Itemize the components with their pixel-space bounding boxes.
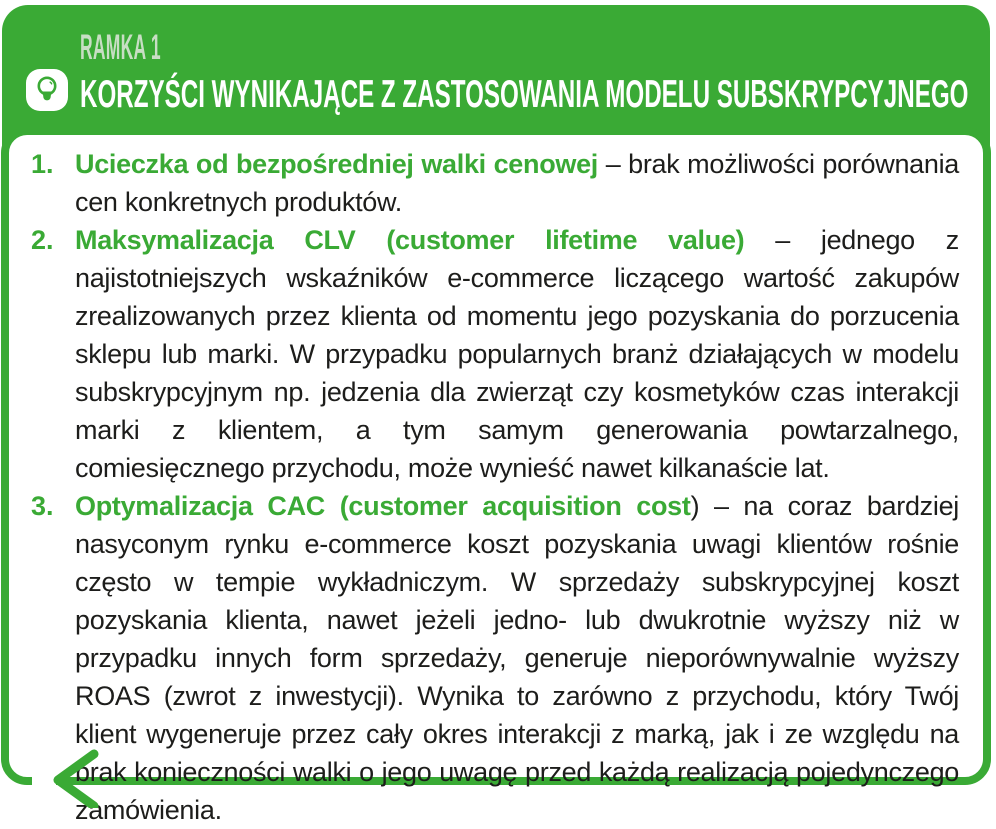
list-item-1 [29,145,959,221]
list-item-number: 2. [31,225,54,255]
list-item-text: – brak możliwości porównania cen konkretnych produktów. [75,149,960,217]
benefits-list [9,135,983,829]
list-item-lead: Ucieczka od bezpośredniej walki cenowej [75,149,599,179]
list-item-3 [29,487,959,829]
list-item-number: 1. [31,149,54,179]
box-title: KORZYŚCI WYNIKAJĄCE Z ZASTOSOWANIA MODELU SUBSKRYPCYJNEGO [80,73,969,116]
box-kicker: RAMKA 1 [80,28,161,67]
lightbulb-icon [26,69,68,111]
list-item-2 [29,221,959,487]
list-item-lead: Optymalizacja CAC (customer acquisition cost [75,491,691,521]
list-item-number: 3. [31,491,54,521]
list-item-text: ) – na coraz bardziej nasyconym rynku e-commerce koszt pozyskania uwagi klientów rośnie często w tempie wykładniczym. W sprzedaży subskrypcyjnej koszt pozyskania klienta, nawet jeżeli jedno- lub dwukrotnie wyższy niż w przypadku innych form sprzedaży, generuje nieporównywalnie wyższy ROAS (zwrot z inwestycji). Wynika to zarówno z przychodu, który Twój klient wygeneruje przez cały okres interakcji z marką, jak i ze względu na brak konieczności walki o jego uwagę przed każdą realizacją pojedynczego zamówienia. [75,491,959,825]
list-item-lead: Maksymalizacja CLV (customer lifetime value) [75,225,745,255]
list-item-text: – jednego z najistotniejszych wskaźników e-commerce liczącego wartość zakupów zrealizowanych przez klienta od momentu jego pozyskania do porzucenia sklepu lub marki. W przypadku popularnych branż działających w modelu subskrypcyjnym np. jedzenia dla zwierząt czy kosmetyków czas interakcji marki z klientem, a tym samym generowania powtarzalnego, comiesięcznego przychodu, może wynieść nawet kilkanaście lat. [75,225,959,483]
content-frame [1,127,991,825]
arrow-left-icon [36,748,102,808]
